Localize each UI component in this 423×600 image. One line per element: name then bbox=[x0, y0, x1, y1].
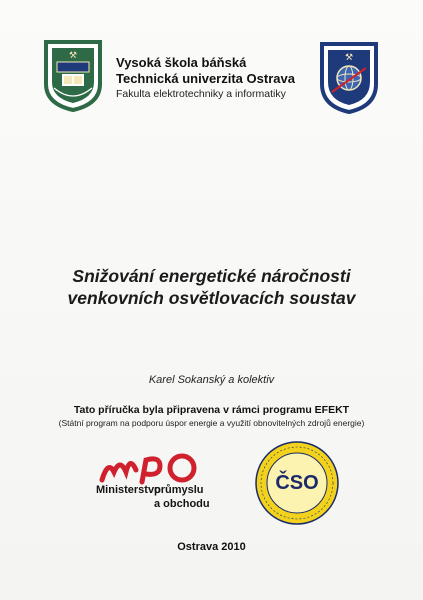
program-description: (Státní program na podporu úspor energie a využití obnovitelných zdrojů energie) bbox=[58, 418, 365, 428]
program-statement: Tato příručka byla připravena v rámci programu EFEKT bbox=[73, 404, 350, 416]
ceso-seal bbox=[254, 440, 340, 526]
vsb-university-seal-icon bbox=[40, 38, 106, 112]
university-name-line1: Vysoká škola báňská bbox=[116, 55, 247, 70]
mpo-word2: průmyslu bbox=[154, 484, 204, 496]
mpo-word3: a obchodu bbox=[154, 498, 210, 510]
title-line1: Snižování energetické náročnosti bbox=[72, 266, 351, 286]
place-and-year: Ostrava 2010 bbox=[177, 541, 246, 553]
svg-text:⚒: ⚒ bbox=[344, 53, 354, 63]
svg-text:⚒: ⚒ bbox=[68, 51, 78, 61]
faculty-seal-icon bbox=[316, 38, 382, 114]
mpo-word1: Ministerstvo bbox=[96, 484, 161, 496]
university-header bbox=[116, 55, 312, 101]
mpo-logo bbox=[96, 450, 210, 524]
title-line2: venkovních osvětlovacích soustav bbox=[67, 288, 356, 308]
faculty-name: Fakulta elektrotechniky a informatiky bbox=[116, 88, 286, 100]
author: Karel Sokanský a kolektiv bbox=[148, 374, 275, 386]
university-name-line2: Technická univerzita Ostrava bbox=[116, 71, 295, 86]
document-title bbox=[0, 265, 423, 309]
ceso-short: ČSO bbox=[275, 472, 319, 494]
